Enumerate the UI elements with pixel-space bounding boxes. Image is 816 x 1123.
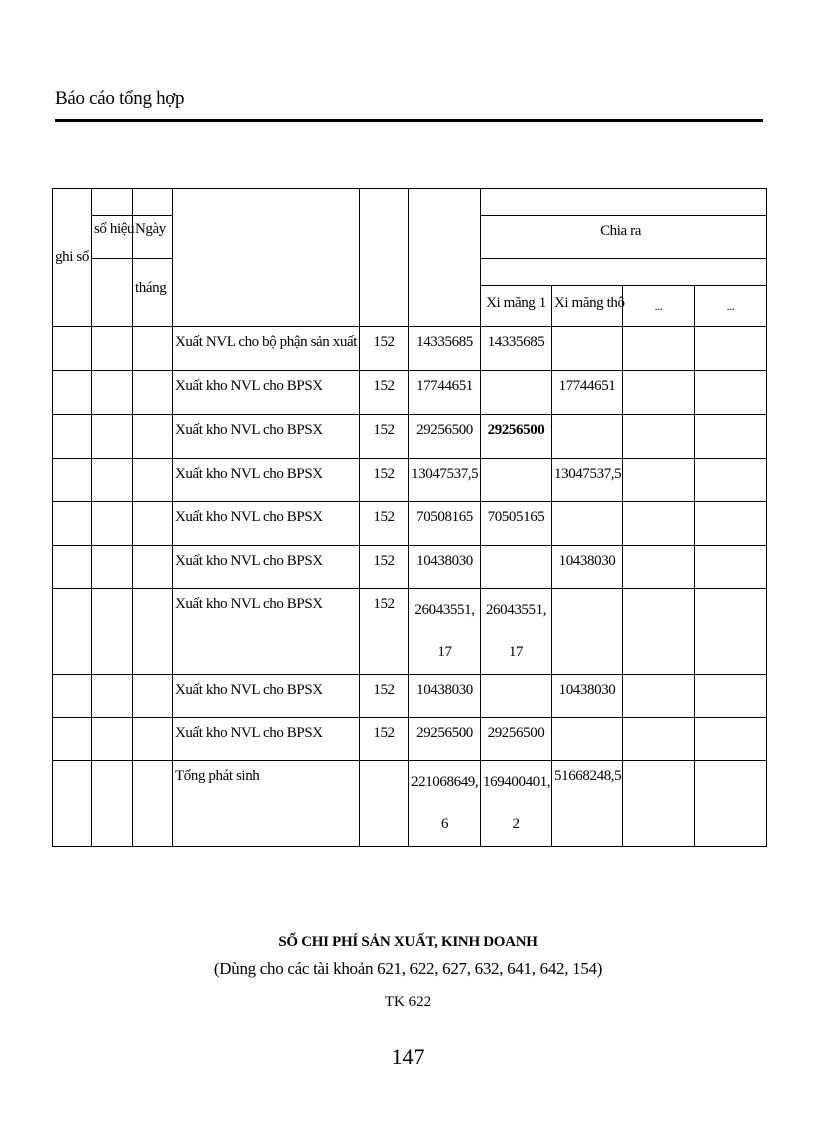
- empty-cell: [53, 327, 92, 371]
- row-xi-mang-1: [481, 371, 552, 415]
- empty-cell: [695, 327, 767, 371]
- header-xi-mang-tho: Xi măng thô: [552, 286, 623, 327]
- row-xi-mang-tho: [552, 502, 623, 546]
- empty-cell: [92, 459, 133, 502]
- empty-cell: [623, 502, 695, 546]
- row-description: Xuất kho NVL cho BPSX: [173, 675, 360, 718]
- row-account: 152: [360, 718, 409, 761]
- empty-cell: [623, 589, 695, 675]
- empty-cell: [133, 371, 173, 415]
- row-total: 13047537,5: [409, 459, 481, 502]
- header-xi-mang-1: Xi măng 1: [481, 286, 552, 327]
- empty-cell: [133, 502, 173, 546]
- empty-cell: [623, 675, 695, 718]
- empty-cell: [53, 546, 92, 589]
- table-row: [53, 718, 767, 761]
- row-xi-mang-1: 169400401, 2: [481, 761, 552, 847]
- row-account: [360, 761, 409, 847]
- empty-cell: [92, 502, 133, 546]
- empty-cell: [623, 718, 695, 761]
- empty-cell: [53, 675, 92, 718]
- ledger-title: SỔ CHI PHÍ SẢN XUẤT, KINH DOANH: [278, 934, 538, 950]
- row-description: Xuất kho NVL cho BPSX: [173, 459, 360, 502]
- empty-cell: [623, 415, 695, 459]
- empty-cell: [133, 459, 173, 502]
- row-xi-mang-1: 29256500: [481, 415, 552, 459]
- row-xi-mang-tho: 51668248,5: [552, 761, 623, 847]
- empty-cell: [623, 371, 695, 415]
- table-row: [53, 371, 767, 415]
- empty-cell: [92, 327, 133, 371]
- row-xi-mang-tho: [552, 718, 623, 761]
- empty-cell: [623, 761, 695, 847]
- row-description: Xuất kho NVL cho BPSX: [173, 546, 360, 589]
- row-account: 152: [360, 546, 409, 589]
- row-xi-mang-1: 26043551, 17: [481, 589, 552, 675]
- row-xi-mang-1: [481, 459, 552, 502]
- empty-cell: [695, 675, 767, 718]
- empty-cell: [133, 327, 173, 371]
- empty-cell: [53, 589, 92, 675]
- empty-cell: [133, 761, 173, 847]
- row-description: Xuất kho NVL cho BPSX: [173, 589, 360, 675]
- table-row: [53, 589, 767, 675]
- row-total: 17744651: [409, 371, 481, 415]
- row-xi-mang-tho: 10438030: [552, 675, 623, 718]
- row-account: 152: [360, 589, 409, 675]
- ledger-table: [52, 188, 767, 847]
- empty-cell: [133, 718, 173, 761]
- row-account: 152: [360, 675, 409, 718]
- empty-cell: [92, 718, 133, 761]
- row-total: 26043551, 17: [409, 589, 481, 675]
- page-title: Báo cáo tổng hợp: [55, 88, 185, 109]
- row-total: 14335685: [409, 327, 481, 371]
- empty-cell: [695, 459, 767, 502]
- row-total: 221068649, 6: [409, 761, 481, 847]
- empty-cell: [695, 371, 767, 415]
- row-total: 29256500: [409, 415, 481, 459]
- row-xi-mang-tho: [552, 327, 623, 371]
- empty-cell: [623, 546, 695, 589]
- empty-cell: [695, 502, 767, 546]
- row-description: Xuất kho NVL cho BPSX: [173, 371, 360, 415]
- empty-cell: [695, 761, 767, 847]
- row-xi-mang-tho: [552, 415, 623, 459]
- row-xi-mang-tho: 17744651: [552, 371, 623, 415]
- empty-cell: [92, 546, 133, 589]
- header-ngay: Ngày: [133, 216, 173, 259]
- row-account: 152: [360, 371, 409, 415]
- empty-cell: [133, 675, 173, 718]
- empty-cell: [695, 546, 767, 589]
- table-row: [53, 327, 767, 371]
- ledger-subtitle: (Dùng cho các tài khoản 621, 622, 627, 632, 641, 642, 154): [213, 959, 603, 978]
- empty-cell: [133, 415, 173, 459]
- empty-cell: [53, 415, 92, 459]
- row-xi-mang-1: 29256500: [481, 718, 552, 761]
- header-dots-2: ...: [695, 286, 767, 327]
- table-row: [53, 675, 767, 718]
- row-xi-mang-1: 70505165: [481, 502, 552, 546]
- table-row: [53, 459, 767, 502]
- empty-cell: [92, 761, 133, 847]
- row-xi-mang-tho: 13047537,5: [552, 459, 623, 502]
- empty-cell: [695, 589, 767, 675]
- table-row: [53, 761, 767, 847]
- table-row: [53, 415, 767, 459]
- header-so-hieu: số hiệu: [92, 216, 133, 259]
- table-row: [53, 546, 767, 589]
- row-total: 29256500: [409, 718, 481, 761]
- row-xi-mang-1: [481, 675, 552, 718]
- row-total: 10438030: [409, 546, 481, 589]
- empty-cell: [623, 327, 695, 371]
- row-description: Xuất kho NVL cho BPSX: [173, 502, 360, 546]
- row-xi-mang-tho: [552, 589, 623, 675]
- header-dots-1: ...: [623, 286, 695, 327]
- empty-cell: [695, 718, 767, 761]
- empty-cell: [92, 371, 133, 415]
- row-xi-mang-1: [481, 546, 552, 589]
- row-description: Xuất NVL cho bộ phận sản xuất: [173, 327, 360, 371]
- empty-cell: [92, 415, 133, 459]
- row-total: 70508165: [409, 502, 481, 546]
- account-code: TK 622: [384, 994, 432, 1010]
- header-rule: [55, 119, 763, 122]
- page-number: 147: [391, 1044, 425, 1069]
- row-description: Xuất kho NVL cho BPSX: [173, 415, 360, 459]
- empty-cell: [53, 371, 92, 415]
- row-account: 152: [360, 502, 409, 546]
- header-ghi-so: ghi sổ: [53, 189, 92, 327]
- empty-cell: [53, 502, 92, 546]
- row-description: Xuất kho NVL cho BPSX: [173, 718, 360, 761]
- row-account: 152: [360, 415, 409, 459]
- row-total: 10438030: [409, 675, 481, 718]
- empty-cell: [695, 415, 767, 459]
- empty-cell: [92, 675, 133, 718]
- empty-cell: [133, 589, 173, 675]
- row-account: 152: [360, 327, 409, 371]
- empty-cell: [53, 459, 92, 502]
- empty-cell: [92, 589, 133, 675]
- empty-cell: [133, 546, 173, 589]
- empty-cell: [623, 459, 695, 502]
- row-xi-mang-tho: 10438030: [552, 546, 623, 589]
- header-chia-ra: Chia ra: [481, 216, 767, 259]
- row-account: 152: [360, 459, 409, 502]
- table-row: [53, 502, 767, 546]
- empty-cell: [53, 718, 92, 761]
- header-thang: tháng: [133, 259, 173, 327]
- empty-cell: [53, 761, 92, 847]
- row-description: Tổng phát sinh: [173, 761, 360, 847]
- row-xi-mang-1: 14335685: [481, 327, 552, 371]
